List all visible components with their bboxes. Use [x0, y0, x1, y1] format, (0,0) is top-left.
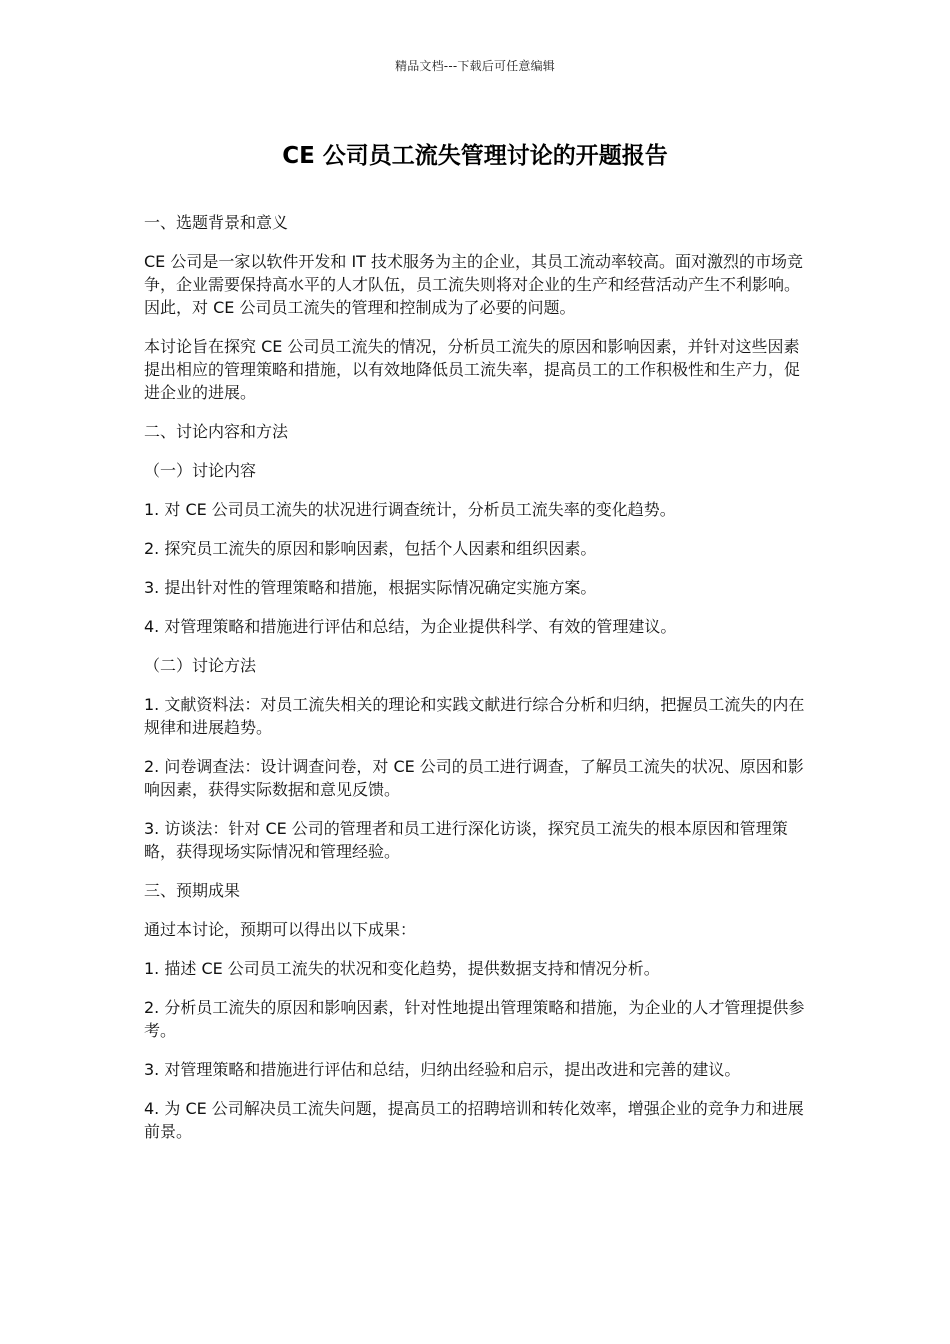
section-heading-content-method: 二、讨论内容和方法: [144, 422, 289, 441]
method-item-3: 3. 访谈法：针对 CE 公司的管理者和员工进行深化访谈，探究员工流失的根本原因和管理策略，获得现场实际情况和管理经验。: [144, 819, 788, 861]
content-item-4: 4. 对管理策略和措施进行评估和总结，为企业提供科学、有效的管理建议。: [144, 617, 677, 636]
paragraph-purpose: 本讨论旨在探究 CE 公司员工流失的情况，分析员工流失的原因和影响因素，并针对这些因素提出相应的管理策略和措施，以有效地降低员工流失率，提高员工的工作积极性和生产力，促进企业的进展。: [144, 337, 801, 402]
section-heading-background: 一、选题背景和意义: [144, 213, 289, 232]
method-item-1: 1. 文献资料法：对员工流失相关的理论和实践文献进行综合分析和归纳，把握员工流失的内在规律和进展趋势。: [144, 695, 805, 737]
paragraph-results-intro: 通过本讨论，预期可以得出以下成果：: [144, 920, 417, 939]
result-item-3: 3. 对管理策略和措施进行评估和总结，归纳出经验和启示，提出改进和完善的建议。: [144, 1060, 741, 1079]
section-heading-expected-results: 三、预期成果: [144, 881, 241, 900]
subsection-heading-content: （一）讨论内容: [144, 461, 257, 480]
result-item-1: 1. 描述 CE 公司员工流失的状况和变化趋势，提供数据支持和情况分析。: [144, 959, 660, 978]
paragraph-background: CE 公司是一家以软件开发和 IT 技术服务为主的企业，其员工流动率较高。面对激烈的市场竞争，企业需要保持高水平的人才队伍，员工流失则将对企业的生产和经营活动产生不利影响。因此，对 CE 公司员工流失的管理和控制成为了必要的问题。: [144, 252, 804, 317]
content-item-3: 3. 提出针对性的管理策略和措施，根据实际情况确定实施方案。: [144, 578, 597, 597]
result-item-2: 2. 分析员工流失的原因和影响因素，针对性地提出管理策略和措施，为企业的人才管理提供参考。: [144, 998, 805, 1040]
content-item-1: 1. 对 CE 公司员工流失的状况进行调查统计，分析员工流失率的变化趋势。: [144, 500, 676, 519]
document-title: CE 公司员工流失管理讨论的开题报告: [282, 143, 668, 169]
document-body: [144, 211, 812, 1159]
content-item-2: 2. 探究员工流失的原因和影响因素，包括个人因素和组织因素。: [144, 539, 597, 558]
method-item-2: 2. 问卷调查法：设计调查问卷，对 CE 公司的员工进行调查，了解员工流失的状况、原因和影响因素，获得实际数据和意见反馈。: [144, 757, 804, 799]
subsection-heading-method: （二）讨论方法: [144, 656, 257, 675]
result-item-4: 4. 为 CE 公司解决员工流失问题，提高员工的招聘培训和转化效率，增强企业的竞争力和进展前景。: [144, 1099, 804, 1141]
header-note: 精品文档---下载后可任意编辑: [395, 59, 555, 73]
